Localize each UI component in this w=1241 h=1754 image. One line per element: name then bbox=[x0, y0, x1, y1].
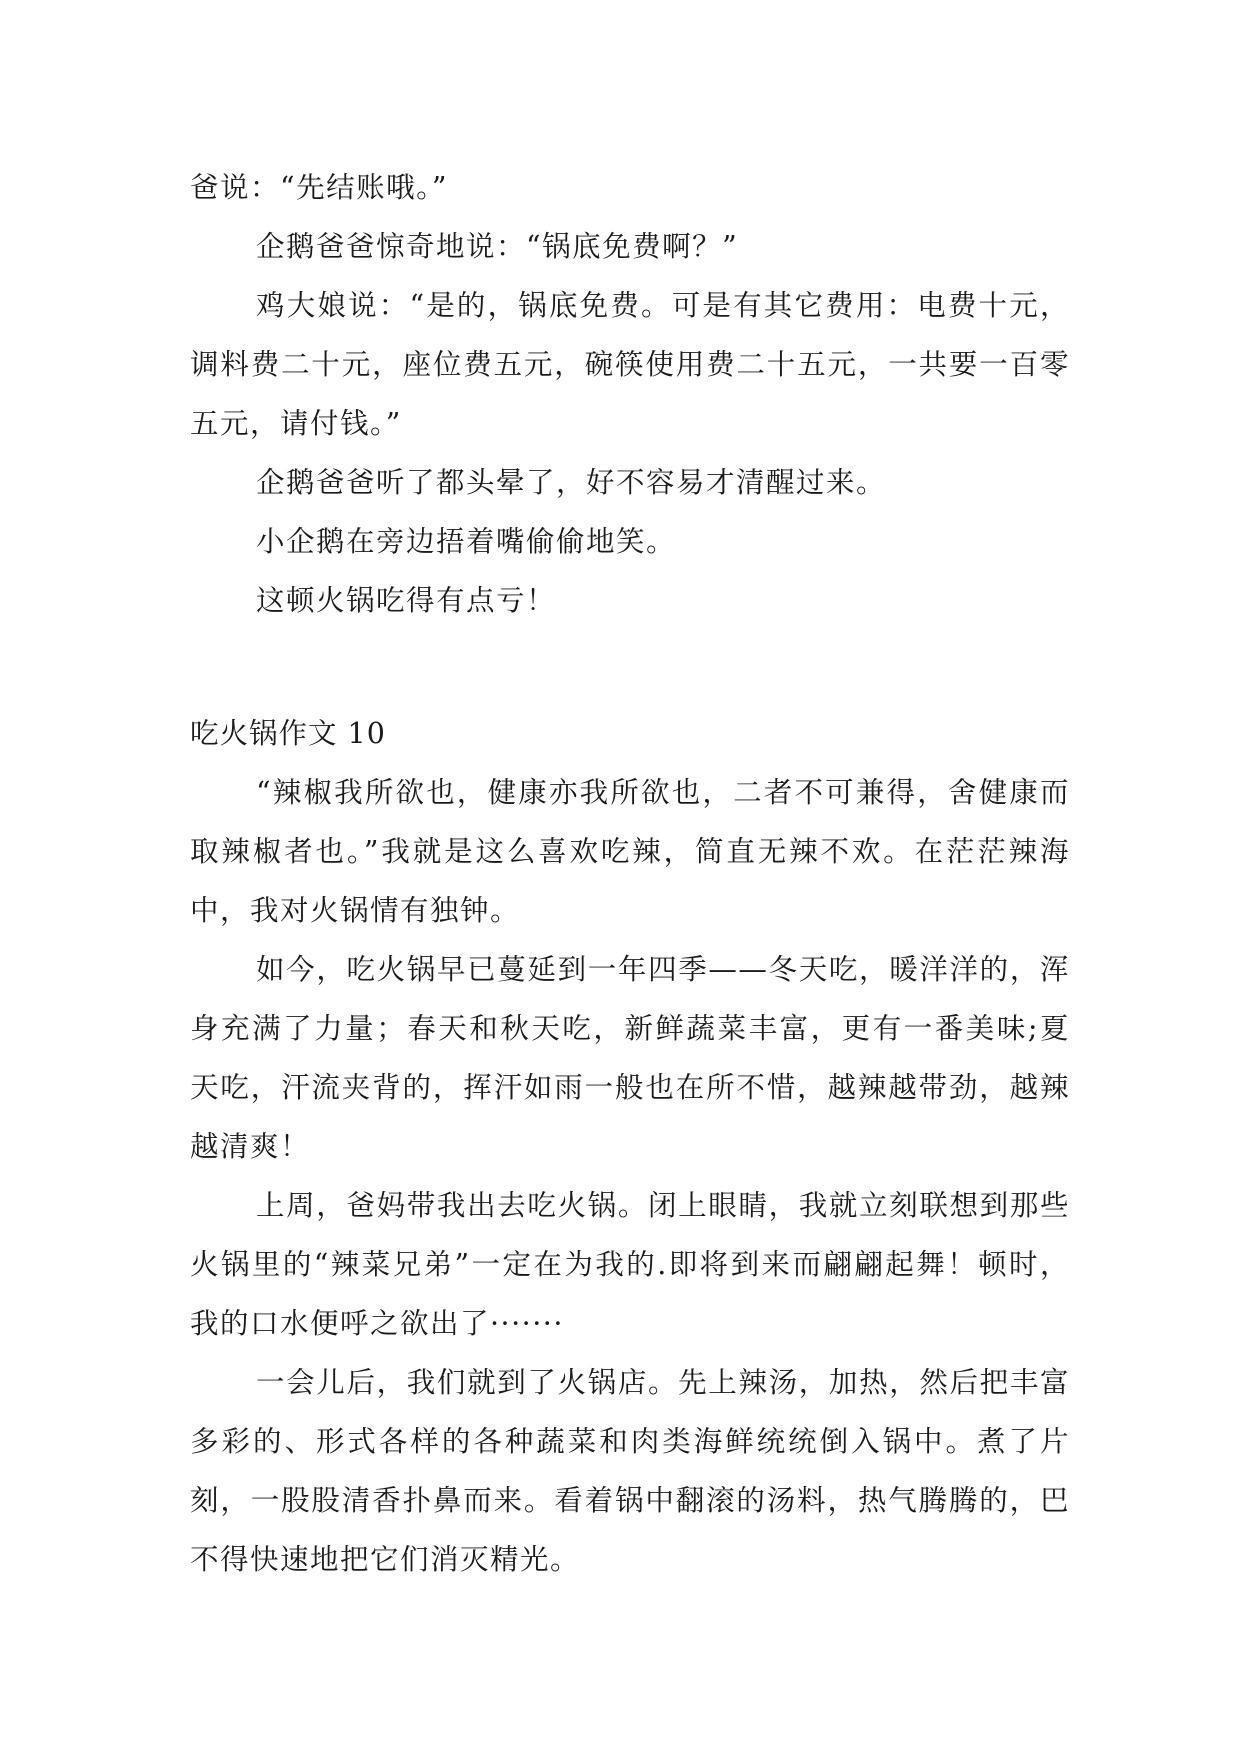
paragraph: 企鹅爸爸听了都头晕了，好不容易才清醒过来。 bbox=[256, 466, 887, 499]
paragraph: “辣椒我所欲也，健康亦我所欲也，二者不可兼得，舍健康而取辣椒者也。”我就是这么喜欢吃辣，简直无辣不欢。在茫茫辣海中，我对火锅情有独钟。 bbox=[190, 776, 1070, 927]
paragraph: 小企鹅在旁边捂着嘴偷偷地笑。 bbox=[256, 525, 677, 558]
paragraph: 如今，吃火锅早已蔓延到一年四季——冬天吃，暖洋洋的，浑身充满了力量；春天和秋天吃，新鲜蔬菜丰富，更有一番美味;夏天吃，汗流夹背的，挥汗如雨一般也在所不惜，越辣越带劲，越辣越清爽！ bbox=[190, 953, 1070, 1163]
section-spacer bbox=[190, 630, 1070, 704]
paragraph: 鸡大娘说：“是的，锅底免费。可是有其它费用：电费十元，调料费二十元，座位费五元，碗筷使用费二十五元，一共要一百零五元，请付钱。” bbox=[190, 289, 1070, 440]
paragraph: 上周，爸妈带我出去吃火锅。闭上眼睛，我就立刻联想到那些火锅里的“辣菜兄弟”一定在为我的.即将到来而翩翩起舞！顿时，我的口水便呼之欲出了······· bbox=[190, 1189, 1070, 1340]
paragraph: 一会儿后，我们就到了火锅店。先上辣汤，加热，然后把丰富多彩的、形式各样的各种蔬菜和肉类海鲜统统倒入锅中。煮了片刻，一股股清香扑鼻而来。看着锅中翻滚的汤料，热气腾腾的，巴不得快速地把它们消灭精光。 bbox=[190, 1366, 1070, 1576]
document-page bbox=[190, 158, 1070, 1589]
paragraph: 爸说：“先结账哦。” bbox=[190, 171, 448, 204]
paragraph: 这顿火锅吃得有点亏！ bbox=[256, 584, 557, 617]
section-title: 吃火锅作文 10 bbox=[190, 717, 386, 750]
paragraph: 企鹅爸爸惊奇地说：“锅底免费啊？” bbox=[256, 230, 739, 263]
